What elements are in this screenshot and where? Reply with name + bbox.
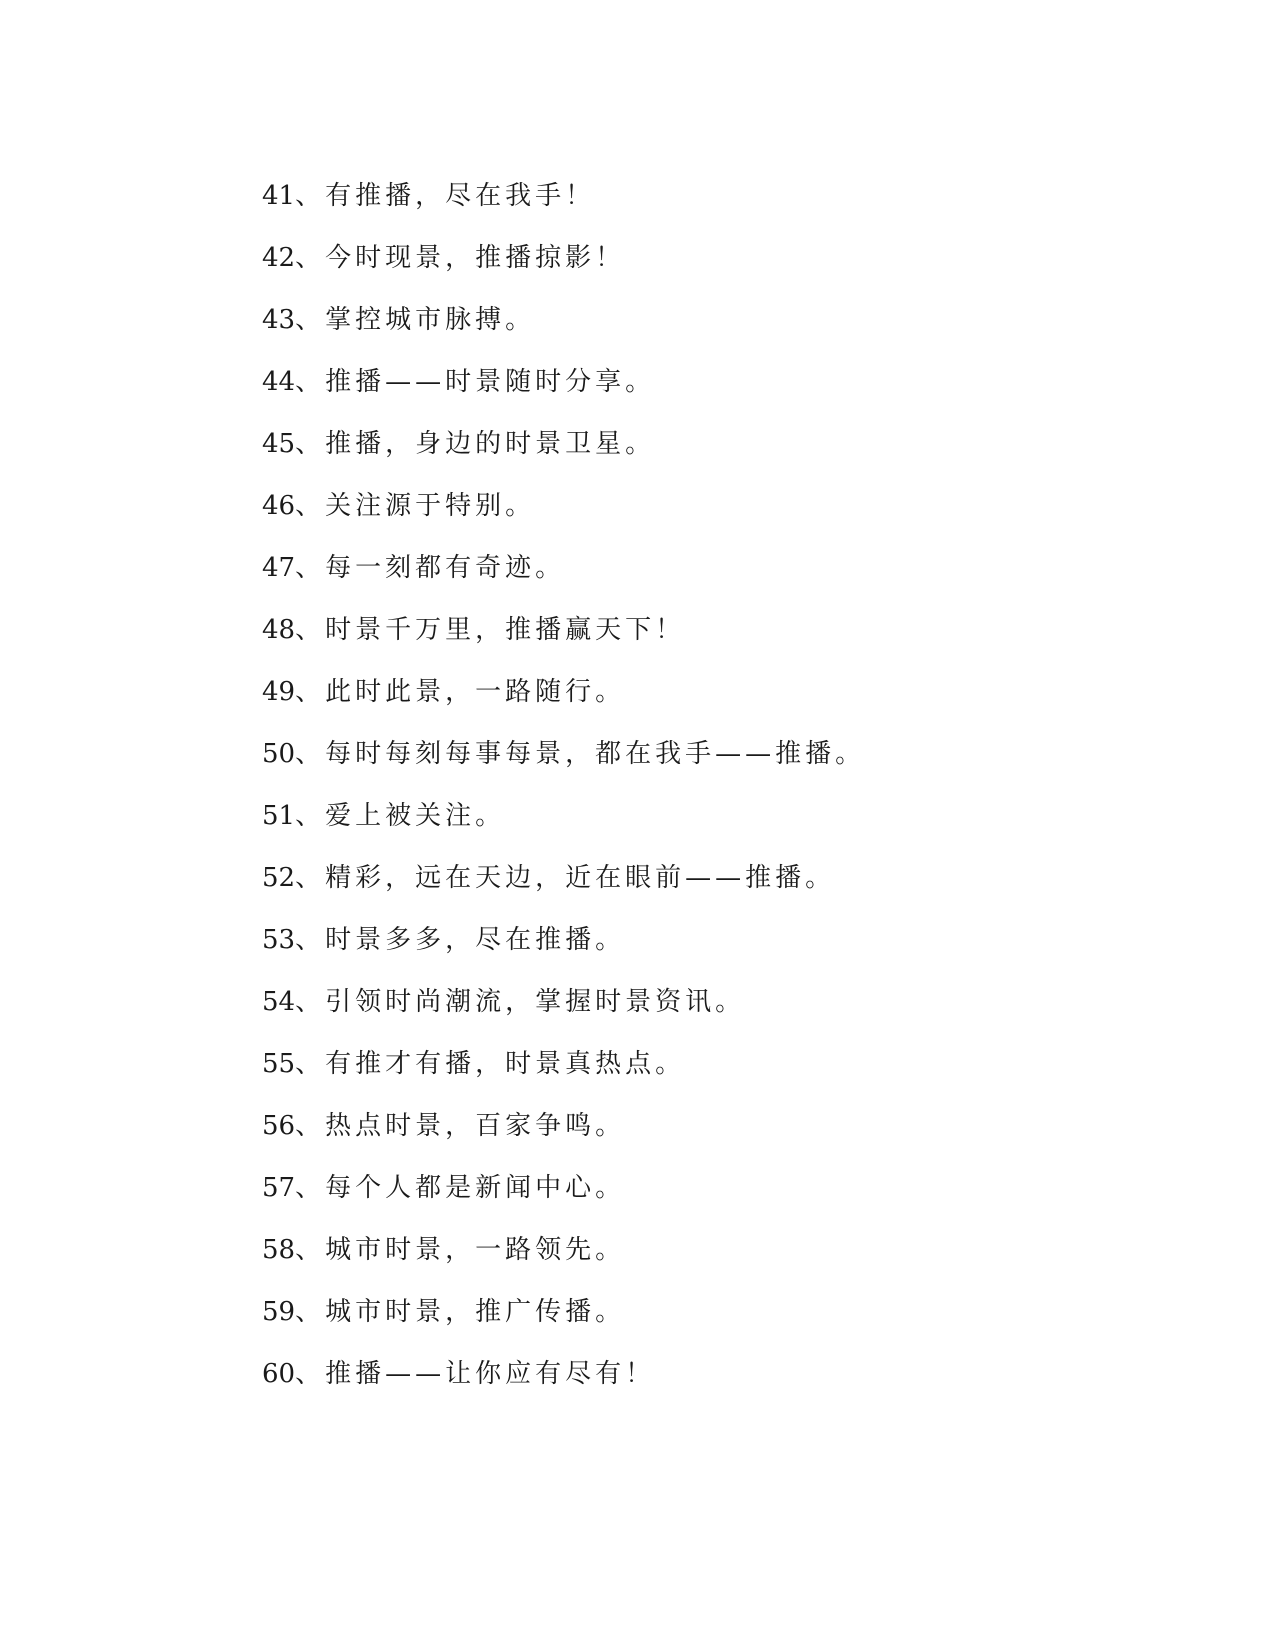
item-number: 46 [262, 491, 296, 521]
list-item [262, 661, 865, 723]
item-number: 43 [262, 305, 296, 335]
item-text: 、时景多多，尽在推播。 [295, 925, 626, 955]
item-text: 、推播——让你应有尽有！ [295, 1359, 656, 1389]
item-number: 52 [262, 863, 296, 893]
list-item [262, 971, 865, 1033]
list-item [262, 909, 865, 971]
list-item [262, 1281, 865, 1343]
list-item [262, 1157, 865, 1219]
item-number: 54 [262, 987, 296, 1017]
item-number: 51 [262, 801, 296, 831]
list-item [262, 1219, 865, 1281]
item-text: 、今时现景，推播掠影！ [295, 243, 626, 273]
item-number: 49 [262, 677, 296, 707]
list-item [262, 1343, 865, 1405]
item-text: 、引领时尚潮流，掌握时景资讯。 [295, 987, 746, 1017]
item-number: 56 [262, 1111, 296, 1141]
list-item [262, 289, 865, 351]
item-number: 57 [262, 1173, 296, 1203]
slogan-list [262, 165, 865, 1405]
list-item [262, 413, 865, 475]
item-text: 、有推才有播，时景真热点。 [295, 1049, 686, 1079]
item-text: 、精彩，远在天边，近在眼前——推播。 [295, 863, 836, 893]
list-item [262, 785, 865, 847]
list-item [262, 537, 865, 599]
item-number: 50 [262, 739, 296, 769]
item-number: 47 [262, 553, 296, 583]
item-text: 、此时此景，一路随行。 [295, 677, 626, 707]
item-text: 、掌控城市脉搏。 [295, 305, 536, 335]
item-number: 44 [262, 367, 296, 397]
item-text: 、热点时景，百家争鸣。 [295, 1111, 626, 1141]
list-item [262, 227, 865, 289]
item-number: 58 [262, 1235, 296, 1265]
list-item [262, 1095, 865, 1157]
list-item [262, 847, 865, 909]
list-item [262, 599, 865, 661]
list-item [262, 475, 865, 537]
item-text: 、推播，身边的时景卫星。 [295, 429, 656, 459]
item-number: 42 [262, 243, 296, 273]
item-text: 、时景千万里，推播赢天下！ [295, 615, 686, 645]
item-text: 、每时每刻每事每景，都在我手——推播。 [295, 739, 866, 769]
item-number: 60 [262, 1359, 296, 1389]
item-text: 、爱上被关注。 [295, 801, 506, 831]
item-number: 45 [262, 429, 296, 459]
list-item [262, 1033, 865, 1095]
list-item [262, 351, 865, 413]
item-text: 、每个人都是新闻中心。 [295, 1173, 626, 1203]
item-text: 、有推播，尽在我手！ [295, 181, 596, 211]
item-text: 、每一刻都有奇迹。 [295, 553, 566, 583]
list-item [262, 165, 865, 227]
item-text: 、推播——时景随时分享。 [295, 367, 656, 397]
item-number: 55 [262, 1049, 296, 1079]
item-number: 41 [262, 181, 296, 211]
item-text: 、城市时景，推广传播。 [295, 1297, 626, 1327]
item-number: 59 [262, 1297, 296, 1327]
item-number: 48 [262, 615, 296, 645]
item-number: 53 [262, 925, 296, 955]
item-text: 、城市时景，一路领先。 [295, 1235, 626, 1265]
item-text: 、关注源于特别。 [295, 491, 536, 521]
list-item [262, 723, 865, 785]
